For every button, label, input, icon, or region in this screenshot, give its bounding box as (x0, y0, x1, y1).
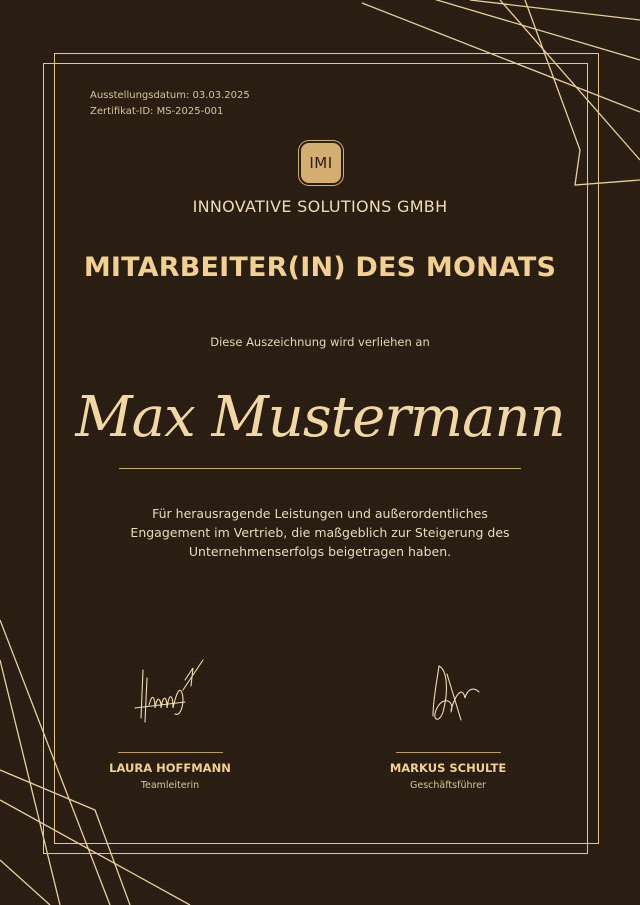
signer-role-right: Geschäftsführer (410, 780, 486, 791)
awarded-to-text: Diese Auszeichnung wird verliehen an (210, 335, 430, 349)
certificate-title: MITARBEITER(IN) DES MONATS (83, 252, 557, 283)
recipient-underline (119, 468, 521, 469)
signature-right-icon (403, 650, 493, 730)
signature-line-right (396, 752, 501, 753)
signature-block-right (378, 650, 518, 791)
award-reason: Für herausragende Leistungen und außerordentliches Engagement im Vertrieb, die maßgeblich zur Steigerung des Unternehmenserfolgs beigetragen haben. (130, 506, 510, 559)
signer-name-left: LAURA HOFFMANN (109, 761, 231, 775)
recipient-name: Max Mustermann (75, 385, 565, 450)
certificate-id: Zertifikat-ID: MS-2025-001 (90, 106, 224, 117)
issue-date: Ausstellungsdatum: 03.03.2025 (90, 90, 250, 101)
signer-name-right: MARKUS SCHULTE (389, 761, 507, 775)
certificate-meta (90, 88, 250, 120)
signature-block-left (100, 650, 240, 791)
signer-role-left: Teamleiterin (140, 780, 200, 791)
company-logo: IMI (301, 143, 341, 183)
company-name: INNOVATIVE SOLUTIONS GMBH (192, 197, 448, 216)
signature-line-left (118, 752, 223, 753)
signature-left-icon (125, 650, 215, 730)
